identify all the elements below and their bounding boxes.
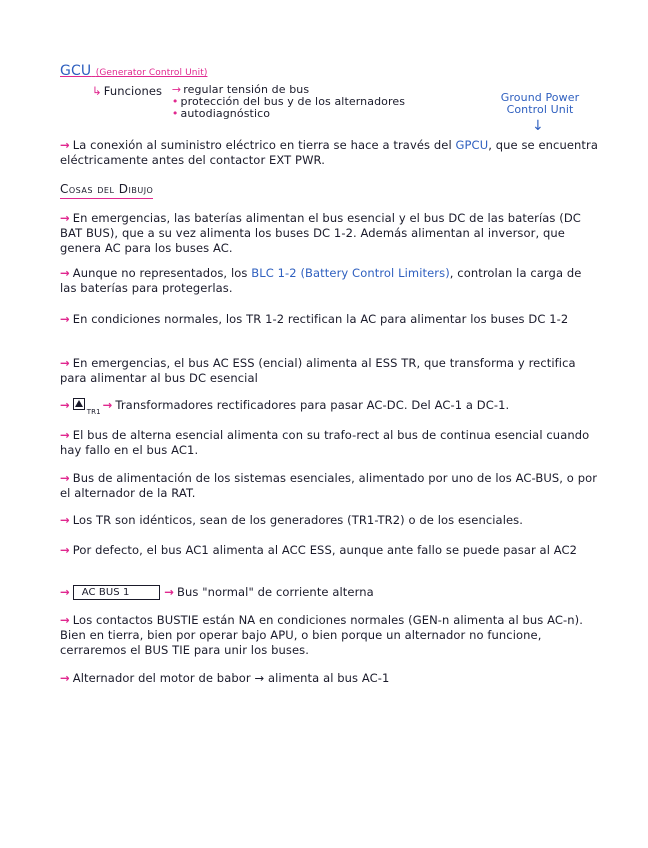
arrow-icon: → [60, 613, 70, 627]
note-item: → Alternador del motor de babor → alimenta al bus AC-1 [60, 671, 390, 685]
note-item: → En condiciones normales, los TR 1-2 rectifican la AC para alimentar los buses DC 1-2 [60, 312, 569, 326]
arrow-icon: → [60, 398, 70, 412]
gpcu-note-line1: Ground Power [500, 91, 580, 104]
arrow-icon: → [60, 266, 70, 280]
gcu-functions [92, 84, 405, 120]
ac-bus-1-box: AC BUS 1 [73, 585, 161, 600]
gpcu-highlight: GPCU [455, 138, 489, 152]
note-item: → $_{TR1}$ → Transformadores rectificadores para pasar AC-DC. Del AC-1 a DC-1. [60, 398, 510, 416]
note-item: → Los contactos BUSTIE están NA en condiciones normales (GEN-n alimenta al bus AC-n). Bien en tierra, bien por operar bajo APU, o bien porque un alternador no funcione, cerraremos el BUS TIE para unir los buses. [60, 613, 584, 657]
note-item: → AC BUS 1 → Bus "normal" de corriente alterna [60, 585, 374, 599]
intro-note: → La conexión al suministro eléctrico en tierra se hace a través del GPCU, que se encuentra eléctricamente antes del contactor EXT PWR. [60, 138, 598, 167]
down-arrow-icon: ↓ [532, 118, 544, 134]
function-item: • autodiagnóstico [171, 107, 271, 120]
gpcu-note [490, 92, 590, 116]
gcu-subtitle: (Generator Control Unit) [95, 68, 208, 78]
functions-list [172, 84, 405, 120]
blc-highlight: BLC 1-2 (Battery Control Limiters) [251, 266, 450, 280]
tr-label: TR1 [86, 408, 101, 416]
functions-label: ↳ Funciones [92, 84, 163, 98]
transformer-rectifier-icon [73, 398, 85, 410]
arrow-icon: → [60, 471, 70, 485]
gcu-heading [60, 64, 207, 81]
note-item: → Bus de alimentación de los sistemas esenciales, alimentado por uno de los AC-BUS, o por el alternador de la RAT. [60, 471, 598, 500]
gcu-title: GCU [60, 63, 92, 79]
note-item: → En emergencias, el bus AC ESS (encial) alimenta al ESS TR, que transforma y rectifica para alimentar al bus DC esencial [60, 356, 576, 385]
note-item: → Aunque no representados, los BLC 1-2 (Battery Control Limiters), controlan la carga de las baterías para protegerlas. [60, 266, 582, 295]
arrow-icon: → [60, 513, 70, 527]
note-item: → Los TR son idénticos, sean de los generadores (TR1-TR2) o de los esenciales. [60, 513, 524, 527]
arrow-icon: → [60, 138, 70, 152]
arrow-icon: → [102, 398, 113, 412]
section-title: Cosas del Dibujo [60, 182, 153, 199]
note-item: → Por defecto, el bus AC1 alimenta al ACC ESS, aunque ante fallo se puede pasar al AC2 [60, 543, 578, 557]
function-item: → regular tensión de bus [171, 83, 310, 96]
arrow-icon: → [60, 211, 70, 225]
arrow-icon: → [60, 671, 70, 685]
arrow-icon: → [60, 543, 70, 557]
arrow-icon: → [60, 428, 70, 442]
arrow-icon: → [60, 312, 70, 326]
arrow-icon: → [164, 585, 174, 599]
gpcu-note-line2: Control Unit [506, 103, 574, 116]
note-item: → En emergencias, las baterías alimentan el bus esencial y el bus DC de las baterías (DC BAT BUS), que a su vez alimenta los buses DC 1-2. Además alimentan al inversor, que genera AC para los buses AC. [60, 211, 581, 255]
note-item: → El bus de alterna esencial alimenta con su trafo-rect al bus de continua esencial cuando hay fallo en el bus AC1. [60, 428, 590, 457]
arrow-icon: → [60, 356, 70, 370]
function-item: • protección del bus y de los alternadores [171, 95, 406, 108]
arrow-icon: → [60, 585, 70, 599]
